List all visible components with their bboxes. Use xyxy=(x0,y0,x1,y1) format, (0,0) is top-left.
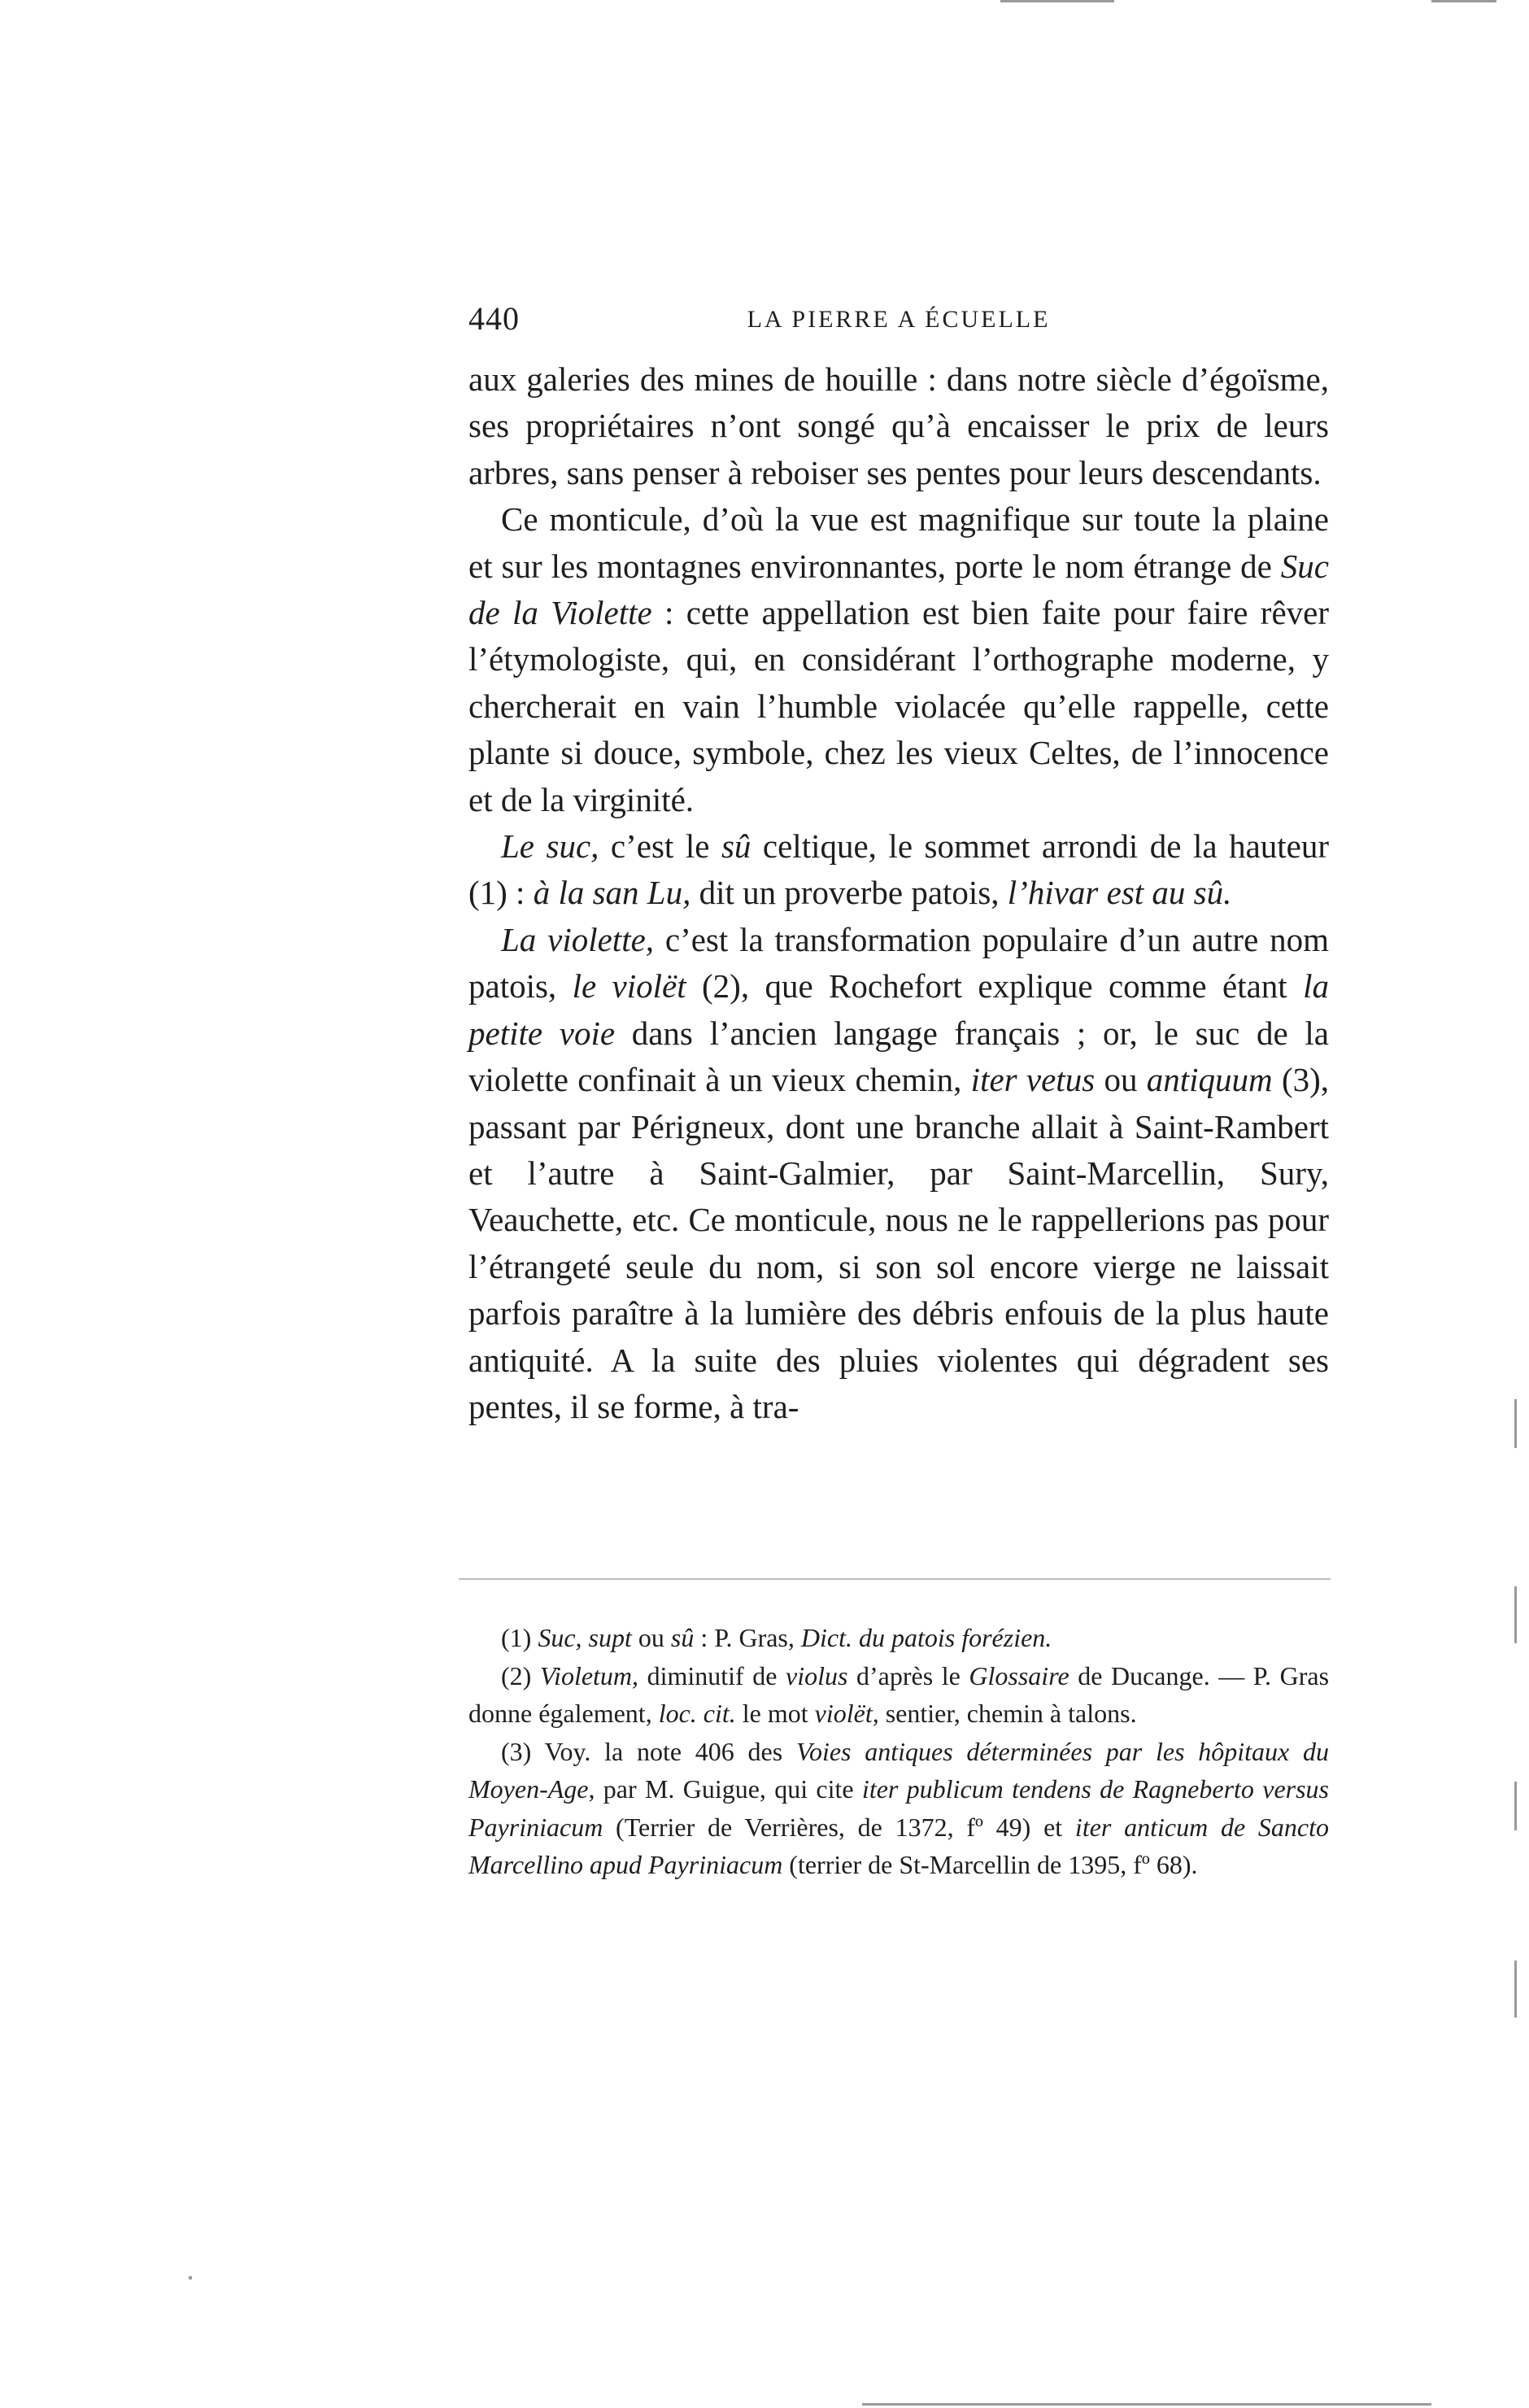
running-head: LA PIERRE A ÉCUELLE xyxy=(747,306,1051,333)
footnotes xyxy=(468,1619,1329,1884)
paragraph-2 xyxy=(468,496,1329,823)
scan-artifact-right-4 xyxy=(1514,1961,1517,2018)
scan-artifact-right-2 xyxy=(1514,1586,1517,1643)
text-run: (2), que Rochefort explique comme étant xyxy=(686,967,1304,1006)
italic-run: Le suc, xyxy=(501,827,599,866)
italic-run: Suc, supt xyxy=(538,1623,632,1652)
text-run: (3), passant par Périgneux, dont une branche allait à Saint-Rambert et l’autre à Saint-Galmier, par Saint-Marcellin, Sury, Veauchette, etc. Ce monticule, nous ne le rappellerions pas pour l’étrangeté seule du nom, si son sol encore vierge ne laissait parfois paraître à la lumière des débris enfouis de la plus haute antiquité. A la suite des pluies violentes qui dégradent ses pentes, il se forme, à tra- xyxy=(468,1061,1330,1425)
text-run: sentier, chemin à talons. xyxy=(878,1699,1137,1728)
italic-run: iter publicum tendens de Ragneberto versus Payriniacum xyxy=(468,1774,1330,1842)
text-run: par M. Guigue, qui cite xyxy=(595,1774,862,1804)
italic-run: La violette, xyxy=(501,920,655,958)
page-number: 440 xyxy=(468,300,520,337)
text-run: (1) xyxy=(501,1623,538,1652)
italic-run: sû xyxy=(721,827,751,866)
text-run: dit un proverbe patois, xyxy=(690,874,1008,912)
text-run: diminutif de xyxy=(638,1660,786,1690)
paragraph-3 xyxy=(468,823,1329,917)
text-run: celtique, le sommet arrondi de la hauteur (1) : xyxy=(468,827,1330,912)
scan-artifact-top-right xyxy=(1431,0,1496,2)
text-run: le mot xyxy=(735,1699,815,1728)
paragraph-1 xyxy=(468,356,1329,496)
text-run: aux galeries des mines de houille : dans notre siècle d’égoïsme, ses propriétaires n’ont songé qu’à encaisser le prix de leurs arbres, sans penser à reboiser ses pentes pour leurs descendants. xyxy=(468,360,1329,491)
text-run: (Terrier de Verrières, de 1372, fº 49) et xyxy=(603,1812,1075,1842)
italic-run: antiquum xyxy=(1146,1061,1273,1099)
italic-run: l’hivar est au sû. xyxy=(1007,874,1232,912)
text-run: de Ducange. — P. Gras donne également, xyxy=(468,1660,1330,1728)
paragraph-4 xyxy=(468,917,1329,1430)
italic-run: Dict. du patois forézien. xyxy=(800,1623,1052,1652)
body-text xyxy=(468,356,1329,1430)
italic-run: Voies antiques déterminées par les hôpitaux du Moyen-Age, xyxy=(468,1736,1330,1804)
italic-run: à la san Lu, xyxy=(533,874,691,912)
text-run: c’est la transformation populaire d’un autre nom patois, xyxy=(468,920,1329,1006)
scan-artifact-right-3 xyxy=(1514,1782,1517,1830)
text-run: : P. Gras, xyxy=(694,1623,801,1652)
italic-run: Violetum, xyxy=(539,1660,639,1690)
text-run: ou xyxy=(631,1623,671,1652)
footnote-2 xyxy=(468,1657,1329,1733)
text-run: Ce monticule, d’où la vue est magnifique sur toute la plaine et sur les montagnes environnantes, porte le nom étrange de xyxy=(468,500,1329,585)
text-run: ou xyxy=(1095,1061,1147,1099)
text-run: dans l’ancien langage français ; or, le suc de la violette confinait à un vieux chemin, xyxy=(468,1014,1329,1099)
text-run: : cette appellation est bien faite pour faire rêver l’étymologiste, qui, en considérant l’orthographe moderne, y chercherait en vain l’humble violacée qu’elle rappelle, cette plante si douce, symbole, chez les vieux Celtes, de l’innocence et de la virginité. xyxy=(468,594,1329,818)
scan-artifact-right-1 xyxy=(1514,1399,1517,1448)
scan-artifact-bottom xyxy=(862,2403,1431,2406)
italic-run: violët, xyxy=(814,1699,879,1728)
italic-run: violus xyxy=(786,1660,848,1690)
italic-run: Glossaire xyxy=(969,1660,1069,1690)
italic-run: le violët xyxy=(572,967,686,1006)
text-run: (3) Voy. la note 406 des xyxy=(501,1736,796,1766)
scan-artifact-left-dot xyxy=(189,2276,192,2279)
italic-run: loc. cit. xyxy=(658,1699,736,1728)
italic-run: sû xyxy=(670,1623,695,1652)
page-header xyxy=(468,299,1329,345)
italic-run: iter vetus xyxy=(970,1061,1096,1099)
footnote-1 xyxy=(468,1619,1329,1657)
text-run: (2) xyxy=(501,1660,540,1690)
italic-run: la petite voie xyxy=(468,967,1329,1052)
footnote-divider xyxy=(459,1578,1331,1580)
italic-run: Suc de la Violette xyxy=(468,547,1329,632)
text-run: (terrier de St-Marcellin de 1395, fº 68). xyxy=(782,1850,1198,1879)
footnote-3 xyxy=(468,1733,1329,1884)
italic-run: iter anticum de Sancto Marcellino apud Payriniacum xyxy=(468,1812,1329,1879)
text-run: c’est le xyxy=(599,827,721,866)
scan-artifact-top xyxy=(1000,0,1114,2)
text-run: d’après le xyxy=(847,1660,969,1690)
